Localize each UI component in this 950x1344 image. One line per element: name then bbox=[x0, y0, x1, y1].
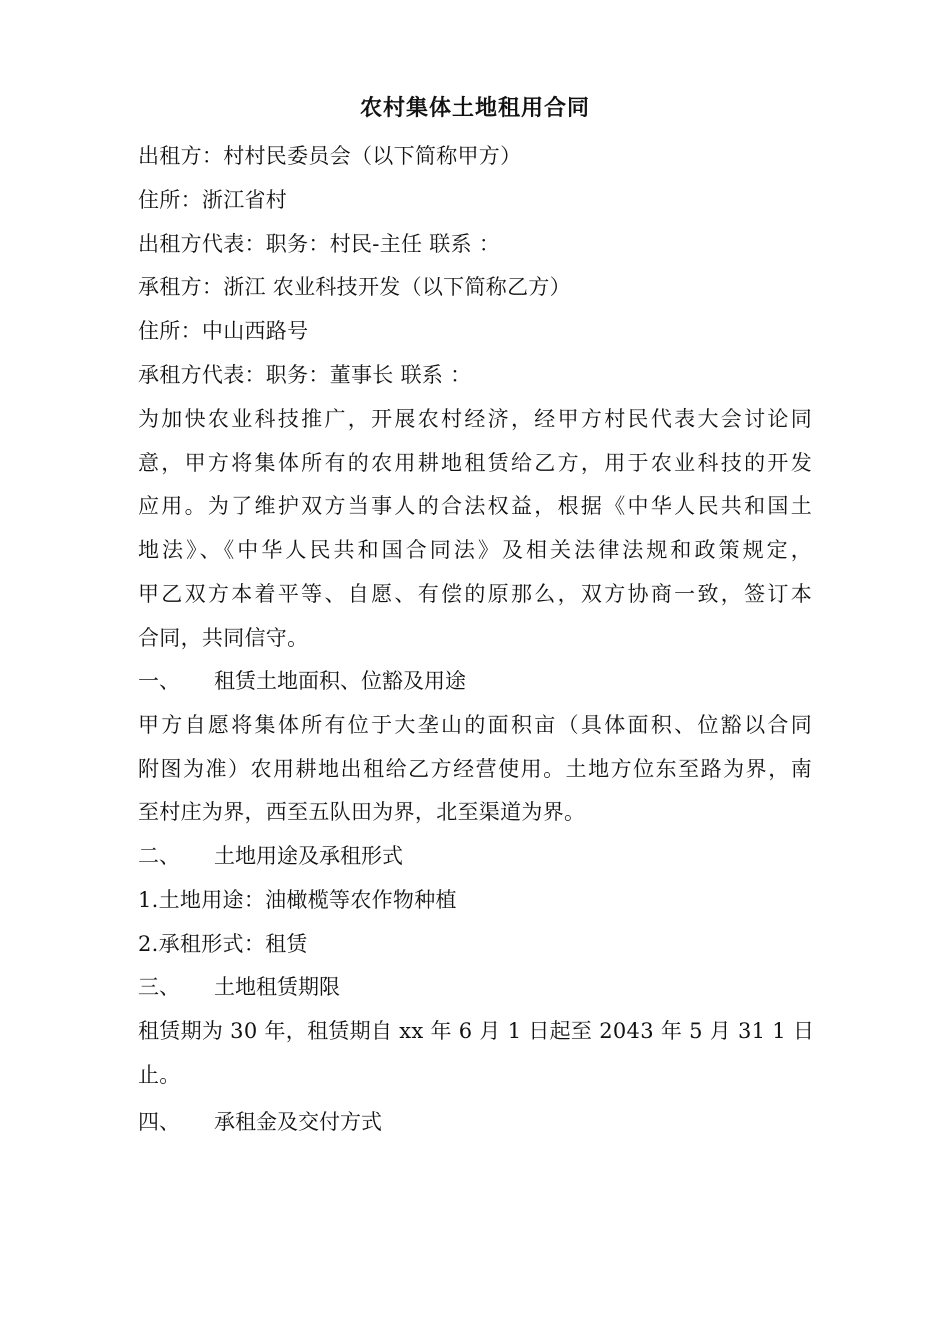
section-number: 二、 bbox=[138, 844, 180, 868]
lessee-address-line: 住所：中山西路号 bbox=[138, 319, 309, 343]
lessee-representative-line: 承租方代表：职务：董事长 联系 ： bbox=[138, 363, 472, 387]
section-2-item-2: 2.承租形式：租赁 bbox=[138, 932, 308, 956]
section-title: 承租金及交付方式 bbox=[214, 1110, 382, 1134]
section-1-body-line: 甲方自愿将集体所有位于大垄山的面积亩（具体面积、位豁以合同 bbox=[138, 713, 812, 737]
preamble-line: 为加快农业科技推广，开展农村经济，经甲方村民代表大会讨论同 bbox=[138, 407, 812, 431]
section-1-body-line: 附图为准）农用耕地出租给乙方经营使用。土地方位东至路为界，南 bbox=[138, 757, 812, 781]
section-4-heading bbox=[138, 1107, 382, 1137]
lessor-representative-line: 出租方代表：职务：村民-主任 联系 ： bbox=[138, 232, 501, 256]
section-2-item-1: 1.土地用途：油橄榄等农作物种植 bbox=[138, 888, 457, 912]
section-3-body-line: 止。 bbox=[138, 1063, 181, 1087]
section-title: 土地租赁期限 bbox=[214, 975, 340, 999]
lessor-line: 出租方：村村民委员会（以下简称甲方） bbox=[138, 144, 522, 168]
section-3-heading bbox=[138, 972, 340, 1002]
preamble-line: 合同，共同信守。 bbox=[138, 626, 309, 650]
section-number: 三、 bbox=[138, 975, 180, 999]
section-2-heading bbox=[138, 841, 403, 871]
section-3-body-line: 租赁期为 30 年，租赁期自 xx 年 6 月 1 日起至 2043 年 5 月 31 1 日 bbox=[138, 1019, 815, 1043]
section-number: 四、 bbox=[138, 1110, 180, 1134]
section-1-heading bbox=[138, 666, 466, 696]
section-title: 土地用途及承租形式 bbox=[214, 844, 403, 868]
lessee-line: 承租方：浙江 农业科技开发（以下简称乙方） bbox=[138, 275, 571, 299]
section-1-body-line: 至村庄为界，西至五队田为界，北至渠道为界。 bbox=[138, 800, 586, 824]
lessor-address-line: 住所：浙江省村 bbox=[138, 188, 288, 212]
preamble-line: 甲乙双方本着平等、自愿、有偿的原那么，双方协商一致，签订本 bbox=[138, 582, 812, 606]
preamble-line: 意，甲方将集体所有的农用耕地租赁给乙方，用于农业科技的开发 bbox=[138, 451, 812, 475]
section-number: 一、 bbox=[138, 669, 180, 693]
section-title: 租赁土地面积、位豁及用途 bbox=[214, 669, 466, 693]
preamble-line: 应用。为了维护双方当事人的合法权益，根据《中华人民共和国土 bbox=[138, 494, 812, 518]
document-title: 农村集体土地租用合同 bbox=[359, 96, 590, 121]
preamble-line: 地法》、《中华人民共和国合同法》及相关法律法规和政策规定， bbox=[138, 538, 812, 562]
